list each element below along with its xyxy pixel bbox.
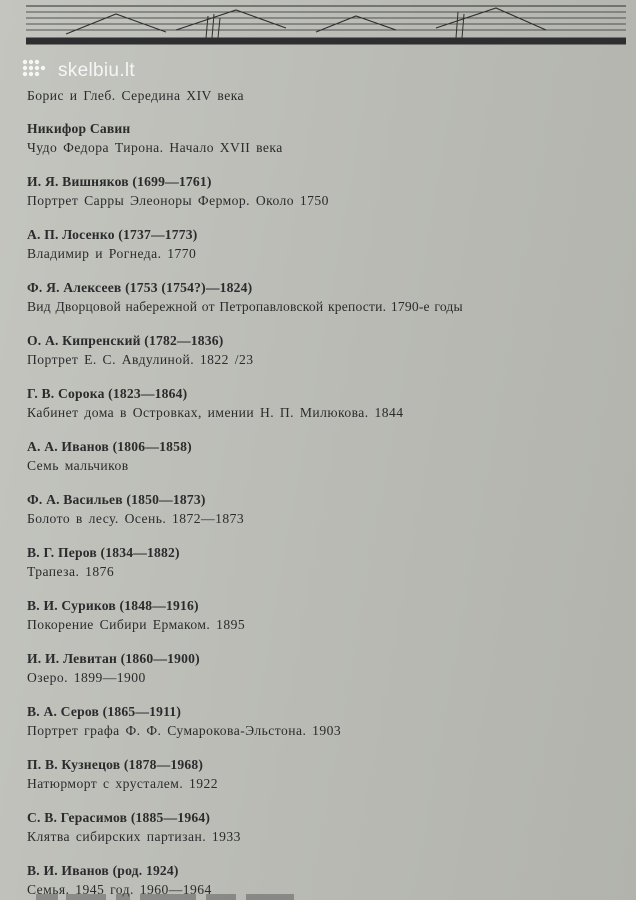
list-item [27, 437, 627, 476]
dots-icon [22, 58, 52, 84]
artwork-title: Семь мальчиков [27, 458, 129, 473]
artist-name: В. Г. Перов (1834—1882) [27, 545, 180, 560]
artist-name: Г. В. Сорока (1823—1864) [27, 386, 188, 401]
artwork-title: Трапеза. 1876 [27, 564, 115, 579]
watermark [22, 60, 135, 82]
artwork-title: Озеро. 1899—1900 [27, 670, 146, 685]
engraving-illustration [26, 0, 626, 46]
artwork-title: Болото в лесу. Осень. 1872—1873 [27, 511, 245, 526]
list-item [27, 543, 627, 582]
watermark-text: skelbiu.lt [58, 60, 135, 81]
artist-name: Ф. А. Васильев (1850—1873) [27, 492, 206, 507]
artwork-title: Семья. 1945 год. 1960—1964 [27, 882, 212, 897]
artist-name: В. И. Иванов (род. 1924) [27, 863, 179, 878]
artwork-title: Натюрморт с хрусталем. 1922 [27, 776, 219, 791]
artist-name: П. В. Кузнецов (1878—1968) [27, 757, 204, 772]
artist-name: Ф. Я. Алексеев (1753 (1754?)—1824) [27, 280, 253, 295]
list-item [27, 596, 627, 635]
list-item [27, 490, 627, 529]
list-item [27, 278, 627, 317]
list-item [27, 384, 627, 423]
artwork-title: Вид Дворцовой набережной от Петропавловской крепости. 1790-е годы [27, 299, 463, 314]
artist-name: В. И. Суриков (1848—1916) [27, 598, 199, 613]
artwork-title: Портрет Е. С. Авдулиной. 1822 /23 [27, 352, 254, 367]
artwork-title: Кабинет дома в Островках, имении Н. П. Милюкова. 1844 [27, 405, 404, 420]
list-item [27, 649, 627, 688]
list-item [27, 119, 627, 158]
list-item [27, 331, 627, 370]
list-item [27, 702, 627, 741]
list-item [27, 172, 627, 211]
artwork-title: Портрет графа Ф. Ф. Сумарокова-Эльстона. 1903 [27, 723, 342, 738]
artist-name: А. П. Лосенко (1737—1773) [27, 227, 198, 242]
artist-name: Никифор Савин [27, 121, 131, 136]
artwork-title: Владимир и Рогнеда. 1770 [27, 246, 197, 261]
artist-name: А. А. Иванов (1806—1858) [27, 439, 192, 454]
artwork-title: Портрет Сарры Элеоноры Фермор. Около 1750 [27, 193, 329, 208]
artwork-title: Чудо Федора Тирона. Начало XVII века [27, 140, 283, 155]
list-item [27, 808, 627, 847]
artist-name: И. Я. Вишняков (1699—1761) [27, 174, 212, 189]
cropped-text-line [36, 888, 596, 900]
artist-name: И. И. Левитан (1860—1900) [27, 651, 200, 666]
artist-name: С. В. Герасимов (1885—1964) [27, 810, 211, 825]
artwork-list [27, 86, 627, 900]
artist-name: В. А. Серов (1865—1911) [27, 704, 182, 719]
artist-name: О. А. Кипренский (1782—1836) [27, 333, 224, 348]
list-item [27, 225, 627, 264]
artwork-title: Клятва сибирских партизан. 1933 [27, 829, 241, 844]
artwork-title: Борис и Глеб. Середина XIV века [27, 88, 245, 103]
list-item [27, 755, 627, 794]
artwork-title: Покорение Сибири Ермаком. 1895 [27, 617, 246, 632]
list-item [27, 86, 627, 106]
